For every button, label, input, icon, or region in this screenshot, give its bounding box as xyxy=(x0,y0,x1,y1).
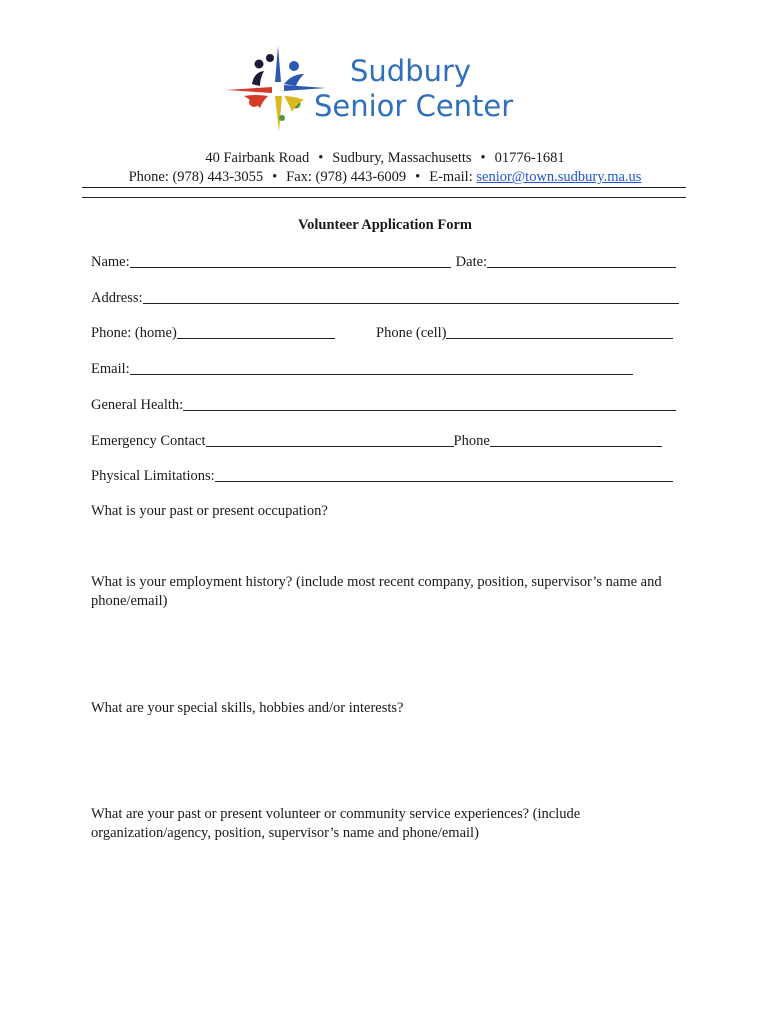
emergency-phone-field[interactable] xyxy=(490,432,662,447)
general-health-field[interactable] xyxy=(183,396,676,411)
name-label: Name: xyxy=(91,254,130,270)
city-state: Sudbury, Massachusetts xyxy=(332,150,472,166)
volunteer-experience-question: What are your past or present volunteer or community service experiences? (include organization/agency, position, supervisor’s name and phone/email) xyxy=(91,806,581,841)
bullet-separator: • xyxy=(480,150,486,166)
email-label: E-mail: xyxy=(429,169,477,185)
physical-limitations-label: Physical Limitations: xyxy=(91,468,215,484)
divider-line xyxy=(82,187,686,188)
people-star-logo-icon xyxy=(226,44,326,134)
bullet-separator: • xyxy=(415,169,421,185)
physical-limitations-field[interactable] xyxy=(215,467,673,482)
emergency-contact-label: Emergency Contact xyxy=(91,433,206,449)
general-health-row xyxy=(91,396,676,414)
address-label: Address: xyxy=(91,290,143,306)
occupation-question: What is your past or present occupation? xyxy=(91,503,328,519)
divider-line xyxy=(82,197,686,198)
name-field[interactable] xyxy=(130,253,451,268)
logo-text-senior-center: Senior Center xyxy=(314,89,514,123)
sudbury-senior-center-logo xyxy=(226,44,516,134)
skills-question: What are your special skills, hobbies and/or interests? xyxy=(91,700,404,716)
phone-cell-field[interactable] xyxy=(446,324,673,339)
phone-home-field[interactable] xyxy=(177,324,335,339)
email-link[interactable]: senior@town.sudbury.ma.us xyxy=(476,169,642,185)
date-field[interactable] xyxy=(487,253,676,268)
emergency-phone-label: Phone xyxy=(453,433,490,449)
physical-limitations-row xyxy=(91,467,673,485)
bullet-separator: • xyxy=(318,150,324,166)
emergency-contact-row xyxy=(91,432,662,450)
form-title: Volunteer Application Form xyxy=(297,217,472,233)
zip-code: 01776-1681 xyxy=(494,150,565,166)
general-health-label: General Health: xyxy=(91,397,184,413)
employment-history-question: What is your employment history? (include most recent company, position, supervisor’s name and phone/email) xyxy=(91,574,662,609)
email-field[interactable] xyxy=(130,360,633,375)
name-date-row xyxy=(91,253,676,271)
address-field[interactable] xyxy=(143,289,679,304)
phone-cell-row xyxy=(376,324,673,342)
address-row xyxy=(91,289,679,307)
letterhead-address-line xyxy=(0,150,770,167)
email-label: Email: xyxy=(91,361,130,377)
date-label: Date: xyxy=(455,254,488,270)
phone-home-label: Phone: (home) xyxy=(91,325,177,341)
fax-number: Fax: (978) 443-6009 xyxy=(286,169,407,185)
phone-home-row xyxy=(91,324,335,342)
phone-cell-label: Phone (cell) xyxy=(376,325,447,341)
street-address: 40 Fairbank Road xyxy=(205,150,310,166)
letterhead-contact-line xyxy=(0,169,770,186)
emergency-contact-field[interactable] xyxy=(206,432,454,447)
bullet-separator: • xyxy=(272,169,278,185)
phone-number: Phone: (978) 443-3055 xyxy=(128,169,264,185)
logo-text-sudbury: Sudbury xyxy=(350,54,472,88)
email-row xyxy=(91,360,633,378)
